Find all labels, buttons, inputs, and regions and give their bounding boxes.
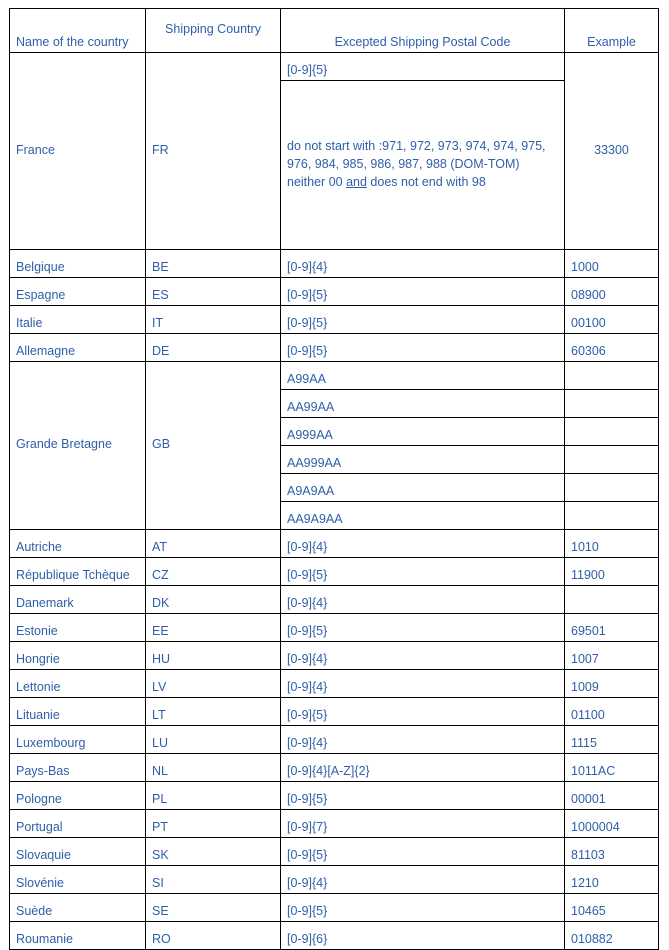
postal-pattern: [0-9]{4}: [281, 866, 565, 894]
country-code: PL: [146, 782, 281, 810]
country-code: BE: [146, 250, 281, 278]
country-code: PT: [146, 810, 281, 838]
country-code: ES: [146, 278, 281, 306]
country-name: Luxembourg: [10, 726, 146, 754]
country-code: LU: [146, 726, 281, 754]
country-name: Autriche: [10, 530, 146, 558]
postal-pattern: [0-9]{4}[A-Z]{2}: [281, 754, 565, 782]
table-row: [10, 530, 659, 558]
country-code: FR: [146, 53, 281, 250]
postal-rule-part: does not end with 98: [366, 175, 486, 189]
example-code: [565, 474, 659, 502]
country-name: Espagne: [10, 278, 146, 306]
example-code: 33300: [565, 53, 659, 250]
table-row-france: [10, 53, 659, 81]
postal-pattern: A999AA: [281, 418, 565, 446]
country-name: France: [10, 53, 146, 250]
postal-pattern: [0-9]{5}: [281, 894, 565, 922]
country-code: LT: [146, 698, 281, 726]
postal-pattern: [0-9]{5}: [281, 558, 565, 586]
postal-pattern: [0-9]{4}: [281, 250, 565, 278]
table-row: [10, 894, 659, 922]
table-row: [10, 838, 659, 866]
postal-pattern: [0-9]{5}: [281, 698, 565, 726]
postal-pattern: [0-9]{5}: [281, 306, 565, 334]
country-name: Roumanie: [10, 922, 146, 950]
example-code: 010882: [565, 922, 659, 950]
table-row: [10, 558, 659, 586]
postal-pattern: [0-9]{5}: [281, 53, 565, 81]
example-code: [565, 362, 659, 390]
example-code: 60306: [565, 334, 659, 362]
header-row: [10, 9, 659, 53]
example-code: [565, 446, 659, 474]
example-code: 1000004: [565, 810, 659, 838]
postal-rule: [281, 81, 565, 250]
country-name: Portugal: [10, 810, 146, 838]
country-name: Pologne: [10, 782, 146, 810]
header-postal-code: Excepted Shipping Postal Code: [281, 9, 565, 53]
postal-rule-part: do not start with :971, 972, 973, 974, 974, 975, 976, 984, 985, 986, 987, 988 (DOM-TOM) neither 00: [287, 139, 546, 189]
example-code: [565, 502, 659, 530]
country-code: LV: [146, 670, 281, 698]
table-row-gb: [10, 362, 659, 390]
country-code: CZ: [146, 558, 281, 586]
postal-pattern: AA999AA: [281, 446, 565, 474]
example-code: 1011AC: [565, 754, 659, 782]
table-row: [10, 866, 659, 894]
postal-pattern: [0-9]{5}: [281, 334, 565, 362]
example-code: 1000: [565, 250, 659, 278]
country-code: SE: [146, 894, 281, 922]
header-example: Example: [565, 9, 659, 53]
country-name: Belgique: [10, 250, 146, 278]
country-name: Suède: [10, 894, 146, 922]
country-name: Grande Bretagne: [10, 362, 146, 530]
country-name: Lituanie: [10, 698, 146, 726]
table-row: [10, 698, 659, 726]
country-name: Italie: [10, 306, 146, 334]
table-row: [10, 642, 659, 670]
postal-pattern: [0-9]{4}: [281, 642, 565, 670]
country-code: AT: [146, 530, 281, 558]
table-row: [10, 586, 659, 614]
postal-pattern: [0-9]{6}: [281, 922, 565, 950]
table-row: [10, 726, 659, 754]
postal-pattern: AA99AA: [281, 390, 565, 418]
postal-pattern: [0-9]{4}: [281, 726, 565, 754]
postal-pattern: [0-9]{5}: [281, 782, 565, 810]
country-name: Allemagne: [10, 334, 146, 362]
header-shipping-country: Shipping Country: [146, 9, 281, 53]
example-code: 08900: [565, 278, 659, 306]
country-code: RO: [146, 922, 281, 950]
table-row: [10, 670, 659, 698]
country-name: Estonie: [10, 614, 146, 642]
example-code: [565, 390, 659, 418]
example-code: [565, 586, 659, 614]
country-code: HU: [146, 642, 281, 670]
postal-pattern: A9A9AA: [281, 474, 565, 502]
table-row: [10, 278, 659, 306]
postal-code-table: [9, 8, 659, 950]
example-code: 81103: [565, 838, 659, 866]
country-code: NL: [146, 754, 281, 782]
country-name: Slovénie: [10, 866, 146, 894]
country-name: Slovaquie: [10, 838, 146, 866]
postal-pattern: [0-9]{7}: [281, 810, 565, 838]
example-code: 1007: [565, 642, 659, 670]
example-code: 1115: [565, 726, 659, 754]
example-code: 00100: [565, 306, 659, 334]
country-code: EE: [146, 614, 281, 642]
country-name: Hongrie: [10, 642, 146, 670]
example-code: 00001: [565, 782, 659, 810]
postal-pattern: [0-9]{4}: [281, 530, 565, 558]
postal-pattern: AA9A9AA: [281, 502, 565, 530]
country-name: Danemark: [10, 586, 146, 614]
country-name: Pays-Bas: [10, 754, 146, 782]
table-row: [10, 334, 659, 362]
example-code: 1009: [565, 670, 659, 698]
example-code: 11900: [565, 558, 659, 586]
country-code: GB: [146, 362, 281, 530]
postal-pattern: [0-9]{4}: [281, 670, 565, 698]
header-country-name: Name of the country: [10, 9, 146, 53]
country-code: SK: [146, 838, 281, 866]
postal-pattern: [0-9]{4}: [281, 586, 565, 614]
country-name: Lettonie: [10, 670, 146, 698]
table-row: [10, 922, 659, 950]
country-code: DK: [146, 586, 281, 614]
table-row: [10, 782, 659, 810]
table-row: [10, 810, 659, 838]
table-row: [10, 306, 659, 334]
postal-pattern: [0-9]{5}: [281, 278, 565, 306]
table-row: [10, 614, 659, 642]
table-row: [10, 250, 659, 278]
example-code: 1010: [565, 530, 659, 558]
country-name: République Tchèque: [10, 558, 146, 586]
postal-rule-and: and: [346, 175, 367, 189]
country-code: IT: [146, 306, 281, 334]
example-code: [565, 418, 659, 446]
example-code: 1210: [565, 866, 659, 894]
country-code: DE: [146, 334, 281, 362]
country-code: SI: [146, 866, 281, 894]
postal-pattern: [0-9]{5}: [281, 838, 565, 866]
example-code: 10465: [565, 894, 659, 922]
example-code: 69501: [565, 614, 659, 642]
postal-pattern: A99AA: [281, 362, 565, 390]
example-code: 01100: [565, 698, 659, 726]
postal-pattern: [0-9]{5}: [281, 614, 565, 642]
table-row: [10, 754, 659, 782]
